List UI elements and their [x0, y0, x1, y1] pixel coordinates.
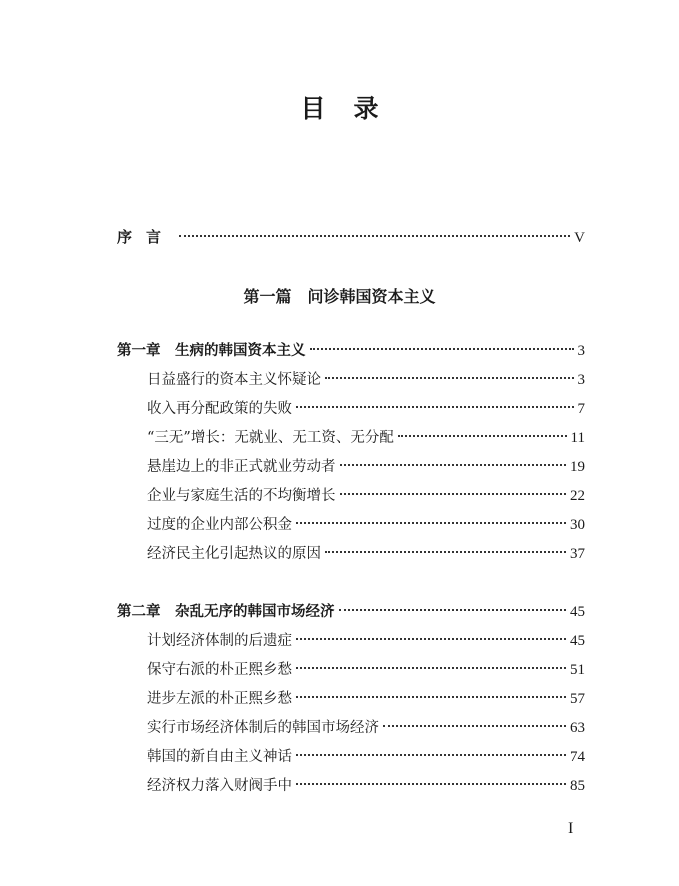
dot-leader — [340, 464, 567, 466]
toc-section-label: 保守右派的朴正熙乡愁 — [147, 662, 292, 678]
toc-section-label: 日益盛行的资本主义怀疑论 — [147, 372, 321, 388]
toc-section-label: 实行市场经济体制后的韩国市场经济 — [147, 720, 379, 736]
toc-section[interactable] — [147, 688, 585, 710]
toc-section[interactable] — [147, 514, 585, 536]
toc-page-number: 57 — [570, 691, 585, 707]
toc-section[interactable] — [147, 717, 585, 739]
dot-leader — [296, 754, 566, 756]
dot-leader — [339, 609, 567, 611]
toc-page-number: 74 — [570, 749, 585, 765]
page-title: 目录 — [300, 94, 407, 123]
toc-section[interactable] — [147, 775, 585, 797]
page-folio: I — [568, 820, 574, 837]
toc-section[interactable] — [147, 485, 585, 507]
toc-section[interactable] — [147, 369, 585, 391]
dot-leader — [296, 638, 566, 640]
dot-leader — [179, 235, 570, 237]
toc-page-number: 37 — [570, 546, 585, 562]
toc-page-number: 45 — [570, 604, 585, 620]
toc-page-number: 22 — [570, 488, 585, 504]
toc-page-number: 63 — [570, 720, 585, 736]
dot-leader — [398, 435, 567, 437]
toc-chapter-2[interactable] — [117, 601, 585, 623]
dot-leader — [296, 783, 566, 785]
toc-page-number: V — [574, 230, 585, 246]
toc-section-label: 计划经济体制的后遗症 — [147, 633, 292, 649]
toc-entry-preface[interactable] — [117, 226, 585, 248]
toc-chapter-label: 第二章 杂乱无序的韩国市场经济 — [117, 604, 335, 620]
toc-section[interactable] — [147, 630, 585, 652]
toc-page-number: 11 — [570, 430, 585, 446]
dot-leader — [296, 667, 566, 669]
toc-section-label: 过度的企业内部公积金 — [147, 517, 292, 533]
toc-page-number: 45 — [570, 633, 585, 649]
toc-section-label: 悬崖边上的非正式就业劳动者 — [147, 459, 336, 475]
toc-section[interactable] — [147, 398, 585, 420]
dot-leader — [296, 696, 566, 698]
toc-chapter-1[interactable] — [117, 340, 585, 362]
toc-section[interactable] — [147, 659, 585, 681]
toc-entry-label: 序言 — [117, 228, 176, 246]
toc-section-label: 企业与家庭生活的不均衡增长 — [147, 488, 336, 504]
toc-page-number: 85 — [570, 778, 585, 794]
toc-section[interactable] — [147, 456, 585, 478]
toc-section-label: 经济民主化引起热议的原因 — [147, 546, 321, 562]
dot-leader — [383, 725, 566, 727]
toc-page-number: 51 — [570, 662, 585, 678]
dot-leader — [296, 522, 566, 524]
toc-page-number: 19 — [570, 459, 585, 475]
toc-section[interactable] — [147, 427, 585, 449]
toc-section-label: 收入再分配政策的失败 — [147, 401, 292, 417]
toc-section[interactable] — [147, 746, 585, 768]
toc-section-label: 韩国的新自由主义神话 — [147, 749, 292, 765]
toc-section[interactable] — [147, 543, 585, 565]
part-heading: 第一篇 问诊韩国资本主义 — [243, 287, 436, 306]
dot-leader — [325, 377, 574, 379]
toc-page-number: 3 — [577, 372, 585, 388]
dot-leader — [340, 493, 567, 495]
toc-page-number: 7 — [577, 401, 585, 417]
toc-section-label: “三无”增长：无就业、无工资、无分配 — [147, 430, 394, 446]
dot-leader — [310, 348, 574, 350]
toc-page-number: 3 — [577, 343, 585, 359]
dot-leader — [296, 406, 574, 408]
toc-section-label: 经济权力落入财阀手中 — [147, 778, 292, 794]
toc-page-number: 30 — [570, 517, 585, 533]
toc-section-label: 进步左派的朴正熙乡愁 — [147, 691, 292, 707]
dot-leader — [325, 551, 566, 553]
toc-chapter-label: 第一章 生病的韩国资本主义 — [117, 343, 306, 359]
